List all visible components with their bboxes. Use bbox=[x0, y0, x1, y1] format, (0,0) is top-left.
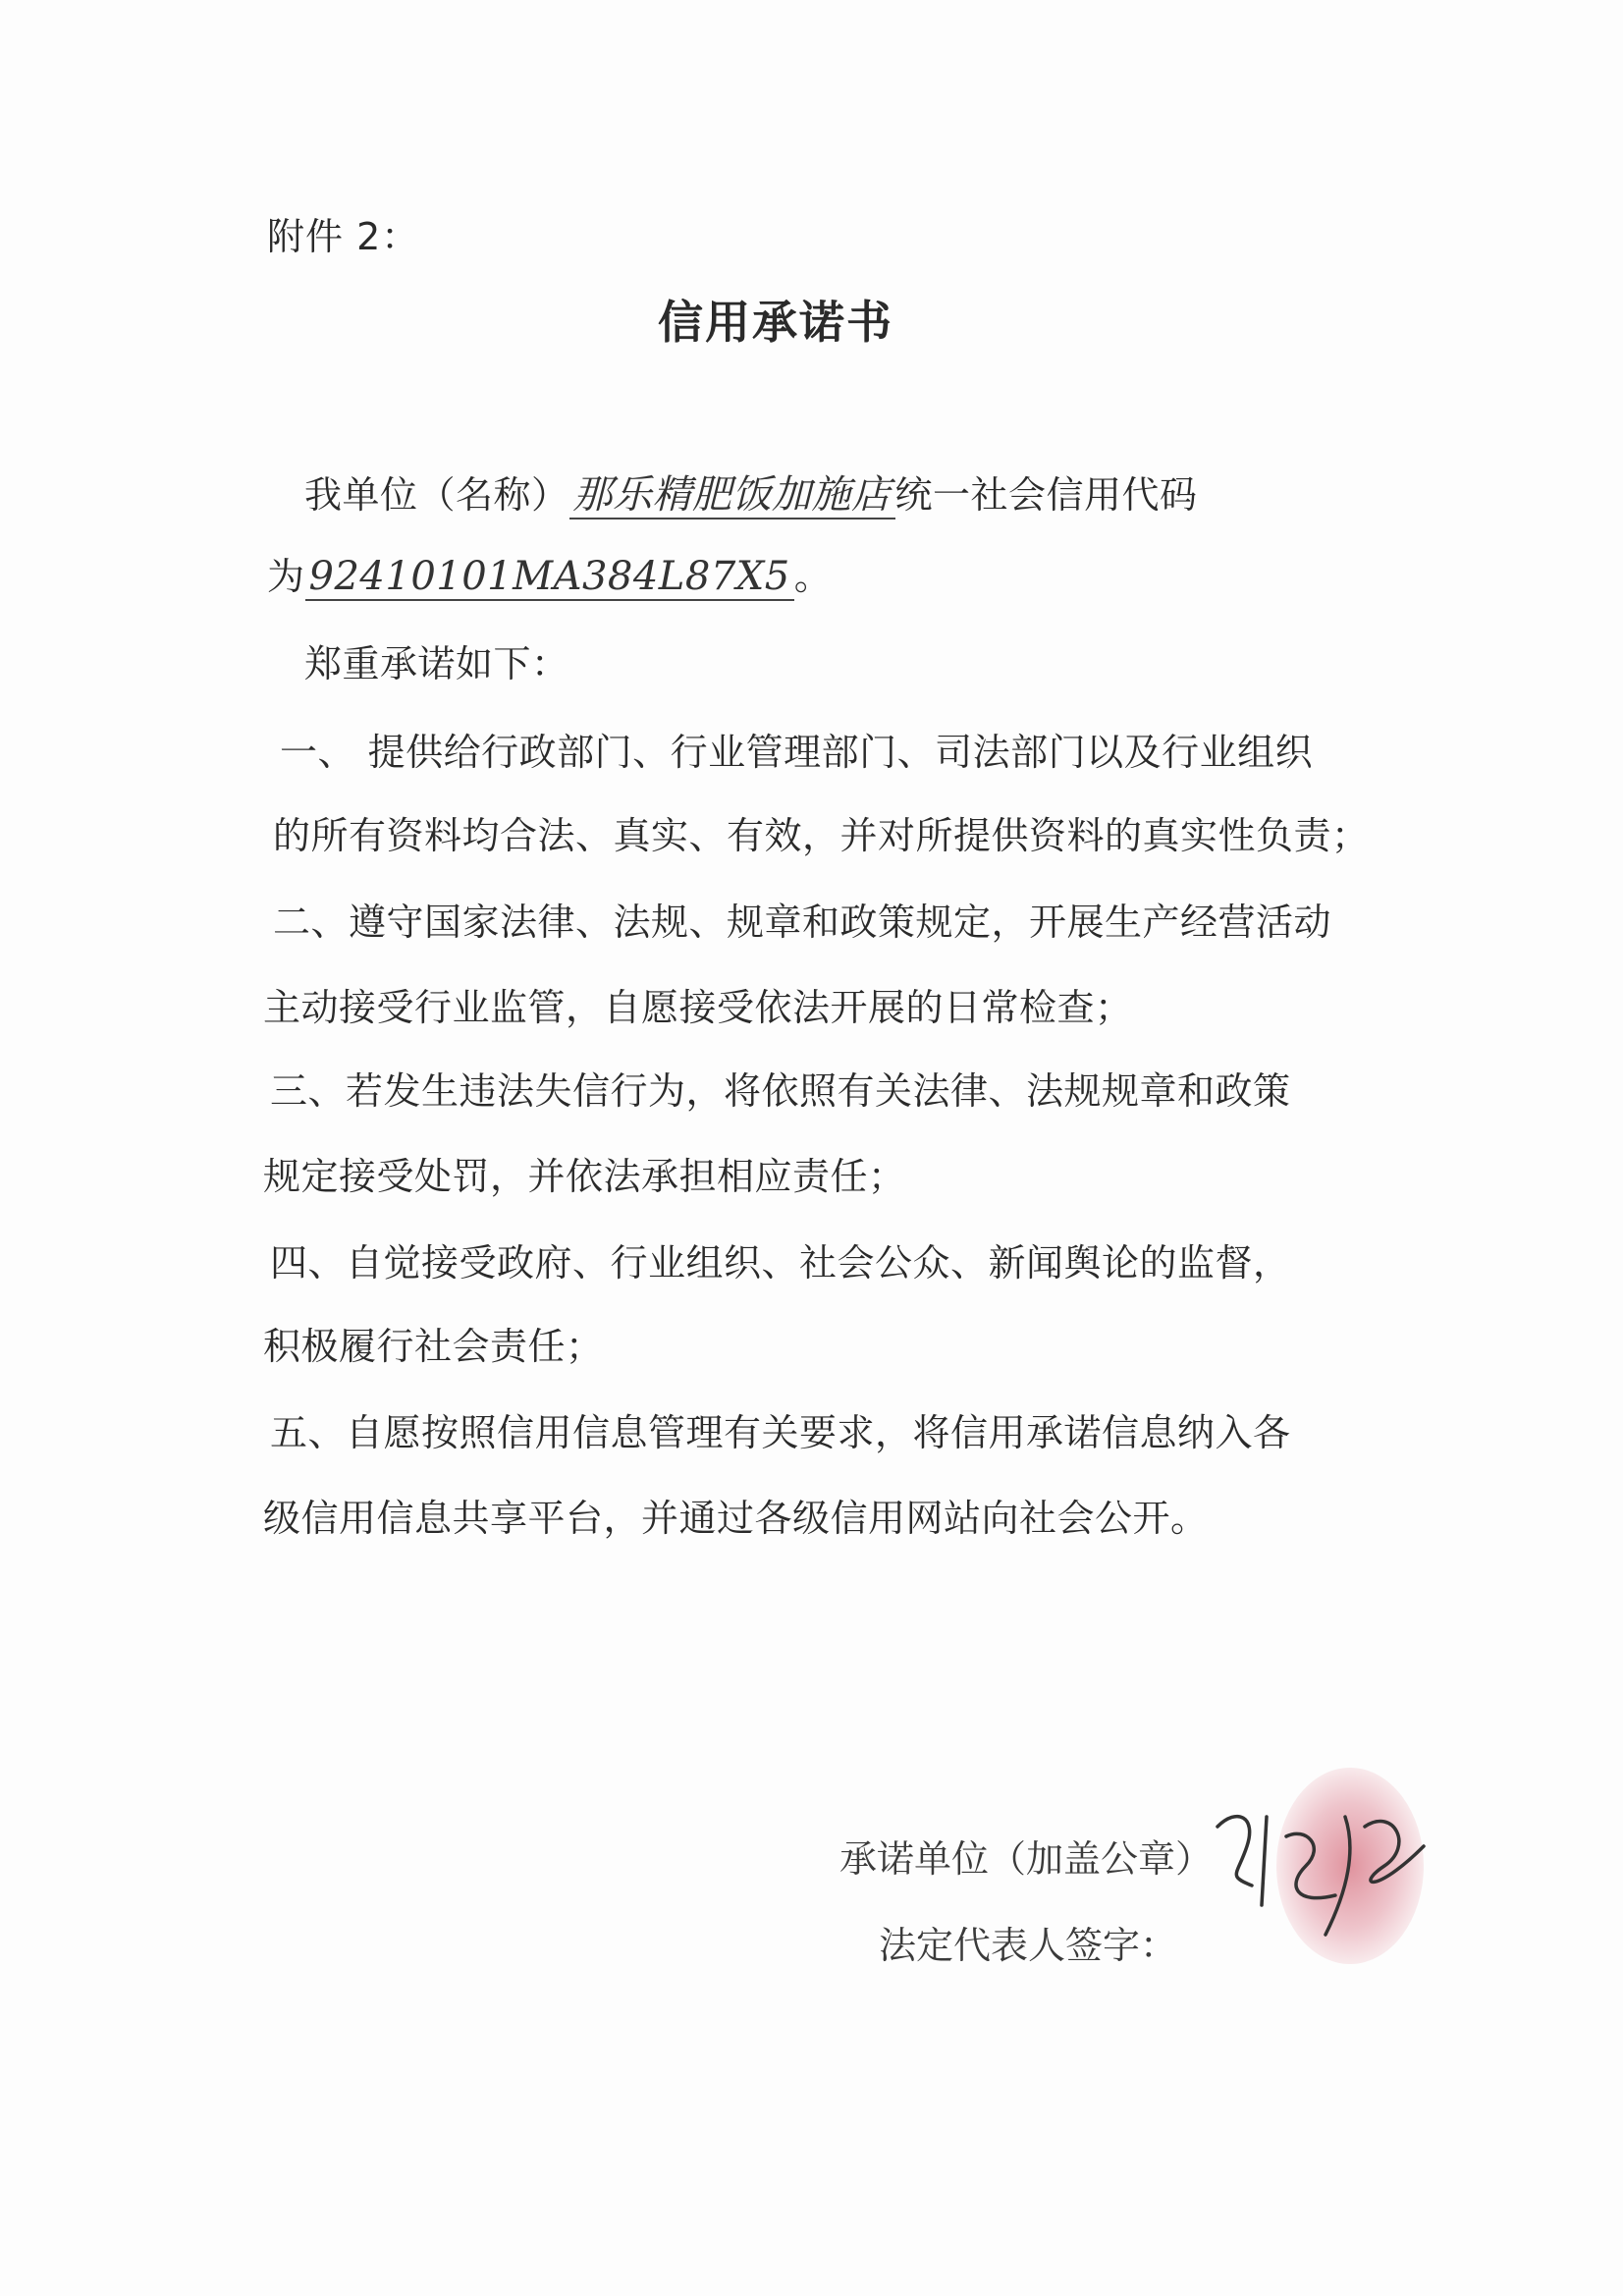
commit-line: 郑重承诺如下： bbox=[304, 642, 569, 685]
document-title: 信用承诺书 bbox=[658, 296, 893, 349]
credit-code-handwritten: 92410101MA384L87X5 bbox=[305, 554, 794, 601]
intro-prefix: 我单位（名称） bbox=[304, 473, 569, 517]
clause-line: 的所有资料均合法、真实、有效，并对所提供资料的真实性负责； bbox=[273, 814, 1370, 857]
clause-line: 三、若发生违法失信行为，将依照有关法律、法规规章和政策 bbox=[270, 1069, 1291, 1113]
intro-line-1 bbox=[304, 464, 1198, 519]
intro-line-2 bbox=[267, 546, 832, 600]
clause-line: 级信用信息共享平台，并通过各级信用网站向社会公开。 bbox=[263, 1497, 1209, 1540]
clause-line: 二、遵守国家法律、法规、规章和政策规定，开展生产经营活动 bbox=[273, 901, 1332, 944]
intro-line2-suffix: 。 bbox=[793, 555, 833, 598]
clause-line: 一、 提供给行政部门、行业管理部门、司法部门以及行业组织 bbox=[280, 731, 1314, 774]
clause-line: 五、自愿按照信用信息管理有关要求，将信用承诺信息纳入各 bbox=[270, 1411, 1291, 1454]
intro-suffix: 统一社会信用代码 bbox=[894, 473, 1198, 517]
clause-line: 主动接受行业监管，自愿接受依法开展的日常检查； bbox=[263, 986, 1133, 1029]
unit-seal-label: 承诺单位（加盖公章） bbox=[839, 1837, 1214, 1881]
clause-line: 四、自觉接受政府、行业组织、社会公众、新闻舆论的监督， bbox=[270, 1241, 1291, 1285]
signature-scribble-icon bbox=[1208, 1787, 1434, 1954]
legal-rep-label: 法定代表人签字： bbox=[879, 1924, 1178, 1967]
attachment-label: 附件 2： bbox=[267, 215, 420, 258]
company-name-handwritten: 那乐精肥饭加施店 bbox=[569, 472, 895, 519]
intro-line2-prefix: 为 bbox=[267, 555, 305, 598]
clause-line: 规定接受处罚，并依法承担相应责任； bbox=[263, 1155, 906, 1198]
clause-line: 积极履行社会责任； bbox=[263, 1325, 604, 1368]
